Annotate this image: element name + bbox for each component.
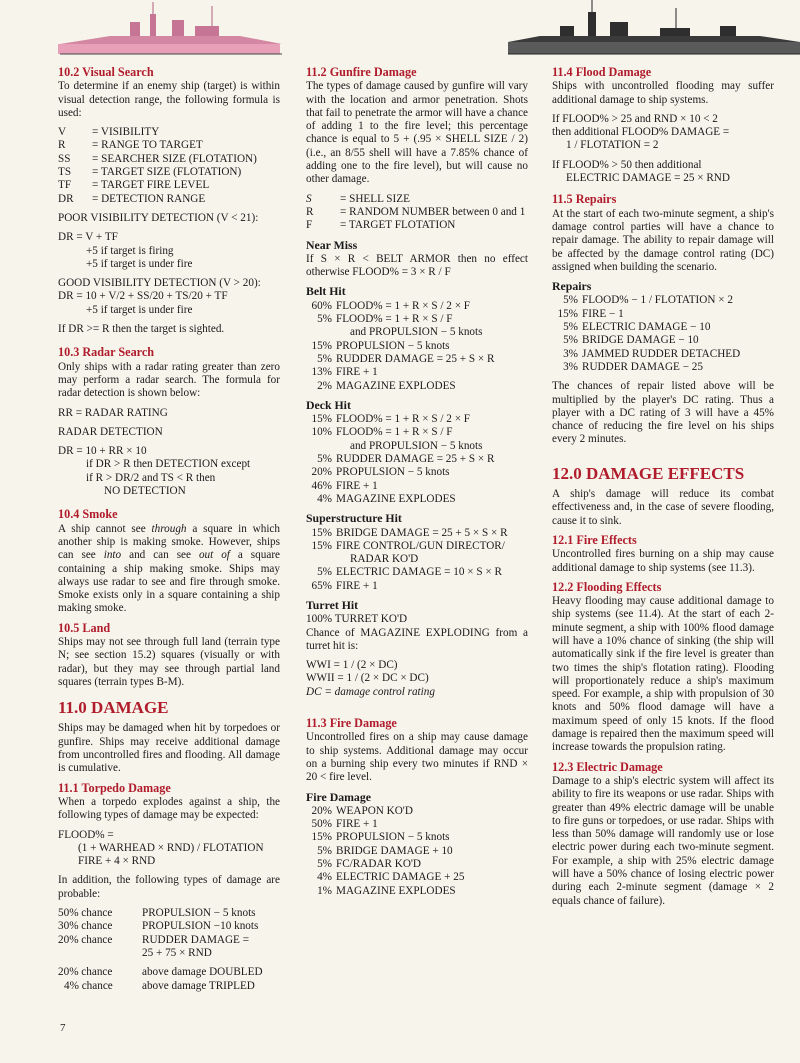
effect-text: FLOOD% − 1 / FLOTATION × 2 xyxy=(582,294,733,307)
chance-label: 4% chance xyxy=(64,979,113,992)
chance-effect: 25 + 75 × RND xyxy=(142,946,212,959)
effect-text: ELECTRIC DAMAGE − 10 xyxy=(582,321,711,334)
subheading-fire-damage: Fire Damage xyxy=(306,789,371,804)
effect-text: FIRE − 1 xyxy=(582,307,624,320)
formula-line: 1 / FLOTATION = 2 xyxy=(566,139,659,152)
formula-line: +5 if target is under fire xyxy=(86,257,193,270)
effect-text: RUDDER DAMAGE = 25 + S × R xyxy=(336,453,495,466)
formula-line: NO DETECTION xyxy=(104,485,186,498)
subheading-near-miss: Near Miss xyxy=(306,237,358,252)
percent-label: 65% xyxy=(311,579,332,592)
percent-label: 15% xyxy=(311,339,332,352)
effect-text: FLOOD% = 1 + R × S / 2 × F xyxy=(336,299,471,312)
chance-label: 30% chance xyxy=(58,920,113,933)
formula-line: FLOOD% = xyxy=(58,828,114,841)
chance-effect: above damage TRIPLED xyxy=(142,979,255,992)
percent-label: 20% xyxy=(311,804,332,817)
superstructure-hit-list xyxy=(306,527,528,593)
effect-text: FLOOD% = 1 + R × S / F xyxy=(336,426,453,439)
formula-line: (1 + WARHEAD × RND) / FLOTATION xyxy=(78,841,264,854)
list-item xyxy=(306,553,528,566)
list-item xyxy=(306,845,528,858)
def-key: R xyxy=(306,205,314,218)
percent-label: 60% xyxy=(311,299,332,312)
percent-label: 1% xyxy=(317,884,332,897)
heading-11-2: 11.2 Gunfire Damage xyxy=(306,65,417,79)
formula-line: If FLOOD% > 50 then additional xyxy=(552,158,702,171)
def-value: = TARGET FIRE LEVEL xyxy=(92,179,210,192)
def-key: TS xyxy=(58,166,72,179)
paragraph: Ships may be damaged when hit by torpedoes or gunfire. Ships may receive additional damage from uncontrolled fires and flooding. All damage is cumulative. xyxy=(58,722,280,775)
effect-text: FIRE + 1 xyxy=(336,818,378,831)
effect-text: WEAPON KO'D xyxy=(336,804,413,817)
formula-line: DR = V + TF xyxy=(58,231,118,244)
percent-label: 20% xyxy=(311,466,332,479)
heading-12-2: 12.2 Flooding Effects xyxy=(552,579,662,594)
paragraph: The chances of repair listed above will be multiplied by the player's DC rating. Thus a player with a DC rating of 3 will have a 45% chance of reducing the fire level on his ships every 2 minutes. xyxy=(552,380,774,446)
paragraph: At the start of each two-minute segment, a ship's damage control parties will have a chance to repair damage. The ability to repair damage will be affected by the damage control rating (DC) assigned when building the scenario. xyxy=(552,207,774,273)
effect-text: PROPULSION − 5 knots xyxy=(336,466,450,479)
sighted-rule: If DR >= R then the target is sighted. xyxy=(58,323,225,336)
def-key: DR xyxy=(58,192,74,205)
percent-label: 50% xyxy=(311,818,332,831)
paragraph: Heavy flooding may cause additional damage to ship systems (see 11.4). At the start of each 2-minute segment, a ship with 100% flood damage will have a 10% chance of sinking (the ship will automatically sink if the fire level is greater than two times the ship's flotation rating). Flooding will proportionately reduce a ship's maximum speed. For example, a ship with propulsion of 30 knots and 50% flood damage will have a maximum speed of only 15 knots. If the flood damage is repaired then the maximum speed will increase towards the propulsion rating. xyxy=(552,595,774,754)
list-item xyxy=(306,466,528,479)
paragraph: Ships may not see through full land (terrain type N; see section 15.2) squares (visually or with radar), but they may see through partial land squares (terrain types B-M). xyxy=(58,635,280,688)
chance-label: 20% chance xyxy=(58,966,113,979)
heading-11-1: 11.1 Torpedo Damage xyxy=(58,780,171,795)
list-item xyxy=(306,566,528,579)
list-item xyxy=(306,300,528,313)
def-value: = RANDOM NUMBER between 0 and 1 xyxy=(340,205,526,218)
def-key: V xyxy=(58,126,67,139)
list-item xyxy=(306,580,528,593)
formula-line: +5 if target is under fire xyxy=(86,303,193,316)
percent-label xyxy=(306,326,336,339)
heading-10-3: 10.3 Radar Search xyxy=(58,345,155,360)
paragraph: The types of damage caused by gunfire will vary with the location and armor penetration. Shots that fail to penetrate the armor will have a chance of adding 1 to the fire level; this percentage chance is equal to 5 + (.95 × SHELL SIZE / 2) (i.e., an 8/55 shell will have a 7.85% chance of adding one to the fire level), but will cause no other damage. xyxy=(306,80,528,186)
chance-label: 20% chance xyxy=(58,933,113,946)
paragraph: A ship's damage will reduce its combat effectiveness and, in the case of severe flooding, cause it to sink. xyxy=(552,488,774,527)
def-value: = TARGET SIZE (FLOTATION) xyxy=(92,166,242,179)
paragraph: Chance of MAGAZINE EXPLODING from a turret hit is: xyxy=(306,626,528,652)
percent-label: 5% xyxy=(563,321,578,334)
percent-label: 5% xyxy=(317,566,332,579)
formula-line: DR = 10 + RR × 10 xyxy=(58,445,147,458)
column-middle xyxy=(306,66,528,898)
formula-line: +5 if target is firing xyxy=(86,244,174,257)
percent-label: 5% xyxy=(563,334,578,347)
effect-text: ELECTRIC DAMAGE + 25 xyxy=(336,871,465,884)
effect-text: FIRE + 1 xyxy=(336,366,378,379)
formula-line: then additional FLOOD% DAMAGE = xyxy=(552,126,730,139)
list-item xyxy=(552,348,774,361)
percent-label: 5% xyxy=(317,313,332,326)
chance-effect: above damage DOUBLED xyxy=(142,966,263,979)
heading-12-3: 12.3 Electric Damage xyxy=(552,759,663,774)
paragraph: Uncontrolled fires on a ship may cause damage to ship systems. Additional damage may occur on a burning ship every two minutes if RND × 20 < fire level. xyxy=(306,731,528,784)
list-item xyxy=(552,361,774,374)
list-item xyxy=(306,426,528,439)
formula-line: if R > DR/2 and TS < R then xyxy=(86,471,216,484)
belt-hit-list xyxy=(306,300,528,393)
paragraph: A ship cannot see through a square in which another ship is making smoke. However, ships can see into and can see out of a square containing a ship making smoke. Ships may always use radar to see and fire through smoke. Smoke exists only in a square containing a ship making smoke. xyxy=(58,522,281,615)
percent-label: 3% xyxy=(563,360,578,373)
def-value: = RANGE TO TARGET xyxy=(92,139,203,152)
list-item xyxy=(306,380,528,393)
effect-text: FLOOD% = 1 + R × S / 2 × F xyxy=(336,413,471,426)
formula-line: WWI = 1 / (2 × DC) xyxy=(306,659,398,672)
effect-text: MAGAZINE EXPLODES xyxy=(336,492,456,505)
subheading-repairs: Repairs xyxy=(552,279,592,294)
percent-label: 15% xyxy=(557,307,578,320)
def-key: TF xyxy=(58,179,72,192)
percent-label: 3% xyxy=(563,347,578,360)
heading-11-4: 11.4 Flood Damage xyxy=(552,65,652,79)
column-left xyxy=(58,66,280,993)
formula-line: RR = RADAR RATING xyxy=(58,406,168,419)
fire-damage-list xyxy=(306,805,528,898)
list-item xyxy=(306,480,528,493)
def-value: = SEARCHER SIZE (FLOTATION) xyxy=(92,152,257,165)
list-item xyxy=(306,453,528,466)
percent-label: 5% xyxy=(317,453,332,466)
heading-10-4: 10.4 Smoke xyxy=(58,507,118,522)
list-item xyxy=(306,805,528,818)
deck-hit-list xyxy=(306,413,528,506)
def-value: = DETECTION RANGE xyxy=(92,192,206,205)
list-item xyxy=(306,366,528,379)
paragraph: Damage to a ship's electric system will affect its ability to fire its weapons or use radar. Ships with greater than 49% electric damage will be unable to fire guns or torpedoes, or use radar. Ships with less than 50% damage will randomly use or lose electric power during each two-minute segment. For example, a ship with 25% electric damage will have a 50% chance of losing electric power during each 2-minute segment (damage × 2 equals chance of failure). xyxy=(552,774,774,907)
percent-label: 4% xyxy=(317,871,332,884)
paragraph: When a torpedo explodes against a ship, the following types of damage may be expected: xyxy=(58,795,280,822)
def-key: R xyxy=(58,139,66,152)
paragraph: Only ships with a radar rating greater than zero may perform a radar search. The formula for radar detection is shown below: xyxy=(58,360,280,400)
effect-text: and PROPULSION − 5 knots xyxy=(350,326,483,339)
def-value: = TARGET FLOTATION xyxy=(340,219,456,232)
def-key: SS xyxy=(58,152,71,165)
poor-visibility-title: POOR VISIBILITY DETECTION (V < 21): xyxy=(58,211,259,224)
list-item xyxy=(552,294,774,307)
effect-text: PROPULSION − 5 knots xyxy=(336,339,450,352)
formula-line: If FLOOD% > 25 and RND × 10 < 2 xyxy=(552,112,718,125)
percent-label xyxy=(306,553,336,566)
percent-label: 2% xyxy=(317,379,332,392)
formula-line: WWII = 1 / (2 × DC × DC) xyxy=(306,672,429,685)
heading-11-3: 11.3 Fire Damage xyxy=(306,716,397,731)
percent-label: 15% xyxy=(311,539,332,552)
heading-12-1: 12.1 Fire Effects xyxy=(552,532,637,547)
paragraph: Ships with uncontrolled flooding may suffer additional damage to ship systems. xyxy=(552,80,774,106)
percent-label xyxy=(306,440,336,453)
list-item xyxy=(552,334,774,347)
effect-text: RUDDER DAMAGE − 25 xyxy=(582,360,703,373)
list-item xyxy=(306,493,528,506)
list-item xyxy=(306,340,528,353)
effect-text: FIRE CONTROL/GUN DIRECTOR/ xyxy=(336,539,505,552)
page-number: 7 xyxy=(60,1022,66,1034)
header-ship-illustrations xyxy=(0,0,800,60)
heading-11-0: 11.0 DAMAGE xyxy=(58,698,169,718)
list-item xyxy=(306,313,528,326)
effect-text: MAGAZINE EXPLODES xyxy=(336,884,456,897)
effect-text: ELECTRIC DAMAGE = 10 × S × R xyxy=(336,566,502,579)
subheading-turret-hit: Turret Hit xyxy=(306,597,359,612)
percent-label: 5% xyxy=(317,844,332,857)
effect-text: RUDDER DAMAGE = 25 + S × R xyxy=(336,352,495,365)
formula-line: FIRE + 4 × RND xyxy=(78,855,156,868)
list-item xyxy=(306,871,528,884)
percent-label: 10% xyxy=(311,426,332,439)
subheading-deck-hit: Deck Hit xyxy=(306,397,351,412)
percent-label: 15% xyxy=(311,526,332,539)
formula-line: RADAR DETECTION xyxy=(58,425,163,438)
paragraph: In addition, the following types of damage are probable: xyxy=(58,874,280,900)
effect-text: FIRE + 1 xyxy=(336,479,378,492)
list-item xyxy=(306,818,528,831)
formula-line: ELECTRIC DAMAGE = 25 × RND xyxy=(566,172,730,185)
list-item xyxy=(306,831,528,844)
percent-label: 15% xyxy=(311,413,332,426)
paragraph: To determine if an enemy ship (target) is within visual detection range, the following formula is used: xyxy=(58,80,280,119)
list-item xyxy=(552,321,774,334)
formula-line: if DR > R then DETECTION except xyxy=(86,458,251,471)
paragraph: If S × R < BELT ARMOR then no effect otherwise FLOOD% = 3 × R / F xyxy=(306,252,528,279)
percent-label: 15% xyxy=(311,831,332,844)
list-item xyxy=(552,308,774,321)
effect-text: JAMMED RUDDER DETACHED xyxy=(582,347,741,360)
effect-text: BRIDGE DAMAGE − 10 xyxy=(582,334,699,347)
list-item xyxy=(306,858,528,871)
good-visibility-title: GOOD VISIBILITY DETECTION (V > 20): xyxy=(58,277,261,290)
effect-text: and PROPULSION − 5 knots xyxy=(350,439,483,452)
chance-effect: PROPULSION −10 knots xyxy=(142,920,259,933)
subheading-belt-hit: Belt Hit xyxy=(306,284,346,299)
dc-note: DC = damage control rating xyxy=(306,685,435,698)
effect-text: BRIDGE DAMAGE = 25 + 5 × S × R xyxy=(336,526,508,539)
right-battleship-icon xyxy=(508,0,800,54)
chance-effect: PROPULSION − 5 knots xyxy=(142,907,256,920)
chance-label: 50% chance xyxy=(58,907,113,920)
effect-text: BRIDGE DAMAGE + 10 xyxy=(336,844,453,857)
repairs-list xyxy=(552,294,774,374)
percent-label: 13% xyxy=(311,366,332,379)
effect-text: MAGAZINE EXPLODES xyxy=(336,379,456,392)
heading-10-5: 10.5 Land xyxy=(58,620,111,635)
list-item xyxy=(306,326,528,339)
formula-line: DR = 10 + V/2 + SS/20 + TS/20 + TF xyxy=(58,290,228,303)
effect-text: FIRE + 1 xyxy=(336,579,378,592)
list-item xyxy=(306,527,528,540)
subheading-superstructure-hit: Superstructure Hit xyxy=(306,511,402,526)
paragraph: Uncontrolled fires burning on a ship may cause additional damage to ship systems (see 11.3). xyxy=(552,548,774,574)
percent-label: 5% xyxy=(317,858,332,871)
definitions-list xyxy=(58,126,280,206)
def-value: = SHELL SIZE xyxy=(340,192,410,205)
heading-11-5: 11.5 Repairs xyxy=(552,192,617,207)
list-item xyxy=(306,413,528,426)
percent-label: 4% xyxy=(317,492,332,505)
effect-text: PROPULSION − 5 knots xyxy=(336,831,450,844)
def-key: S xyxy=(306,192,312,205)
effect-text: FLOOD% = 1 + R × S / F xyxy=(336,313,453,326)
list-item xyxy=(306,540,528,553)
percent-label: 46% xyxy=(311,479,332,492)
chance-effect: RUDDER DAMAGE = xyxy=(142,933,249,946)
def-key: F xyxy=(306,219,313,232)
list-item xyxy=(306,353,528,366)
turret-line: 100% TURRET KO'D xyxy=(306,613,408,626)
column-right xyxy=(552,66,774,914)
percent-label: 5% xyxy=(317,352,332,365)
list-item xyxy=(306,885,528,898)
def-value: = VISIBILITY xyxy=(92,126,160,139)
effect-text: FC/RADAR KO'D xyxy=(336,858,422,871)
heading-12-0: 12.0 DAMAGE EFFECTS xyxy=(552,463,745,483)
list-item xyxy=(306,440,528,453)
percent-label: 5% xyxy=(563,294,578,307)
left-battleship-icon xyxy=(58,2,282,54)
chance-label xyxy=(58,947,142,960)
heading-10-2: 10.2 Visual Search xyxy=(58,65,154,79)
effect-text: RADAR KO'D xyxy=(350,553,419,566)
